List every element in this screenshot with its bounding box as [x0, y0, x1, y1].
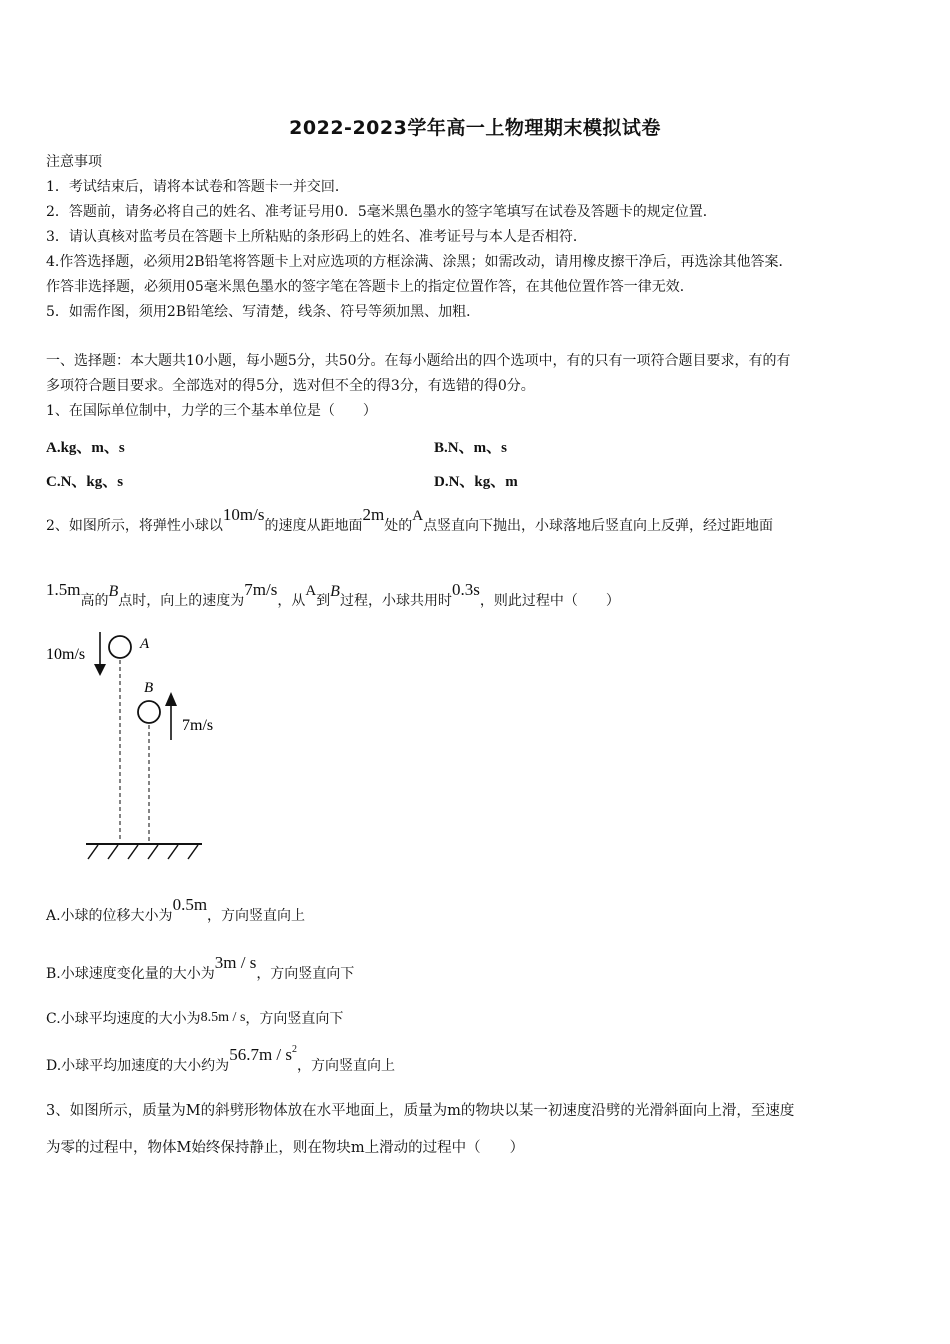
section-intro-line-2: 多项符合题目要求。全部选对的得5分，选对但不全的得3分，有选错的得0分。 — [46, 378, 535, 394]
figure-arrow-down-head — [94, 664, 106, 676]
q2-height-a: 2m — [362, 505, 385, 524]
q2-point-b: B — [108, 583, 119, 600]
q1-option-a: A.kg、m、s — [46, 440, 125, 456]
figure-label-b: B — [144, 680, 154, 696]
page-title: 2022-2023学年高一上物理期末模拟试卷 — [289, 117, 661, 139]
figure-arrow-up-head — [165, 692, 177, 706]
notice-item-2: 2．答题前，请务必将自己的姓名、准考证号用0．5毫米黑色墨水的签字笔填写在试卷及答题卡的规定位置． — [46, 204, 717, 220]
q2-stem-line-2: 1.5m高的B点时，向上的速度为7m/s，从A到B过程，小球共用时0.3s，则此过程中（ ） — [46, 580, 620, 609]
figure-ball-b — [138, 701, 160, 723]
q1-stem: 1、在国际单位制中，力学的三个基本单位是（ ） — [46, 403, 377, 419]
q2-speed-b: 7m/s — [244, 580, 278, 599]
section-intro-line-1: 一、选择题：本大题共10小题，每小题5分，共50分。在每小题给出的四个选项中，有的只有一项符合题目要求，有的有 — [46, 353, 791, 369]
q2-option-b: B.小球速度变化量的大小为3m / s，方向竖直向下 — [46, 953, 355, 982]
figure-ball-a — [109, 636, 131, 658]
q2-point-b-2: B — [330, 583, 340, 600]
q2-option-d: D.小球平均加速度的大小约为$56.7m / s^2$，方向竖直向上 — [46, 1044, 395, 1074]
figure-label-speed-b: 7m/s — [182, 717, 214, 734]
notice-heading: 注意事项 — [46, 154, 102, 170]
q3-stem-line-1: 3、如图所示，质量为M的斜劈形物体放在水平地面上，质量为m的物块以某一初速度沿劈的光滑斜面向上滑，至速度 — [46, 1103, 795, 1119]
figure-label-initial-speed: 10m/s — [46, 646, 86, 663]
q2-stem-line-1: 2、如图所示，将弹性小球以10m/s的速度从距地面2m处的A点竖直向下抛出，小球落地后竖直向上反弹，经过距地面 — [46, 505, 774, 534]
q1-option-c: C.N、kg、s — [46, 474, 124, 490]
figure-label-a: A — [140, 636, 150, 652]
q1-option-d: D.N、kg、m — [434, 474, 518, 490]
q2-option-a: A.小球的位移大小为0.5m，方向竖直向上 — [46, 895, 306, 924]
notice-item-3: 3．请认真核对监考员在答题卡上所粘贴的条形码上的姓名、准考证号与本人是否相符． — [46, 229, 587, 245]
q2-option-c: C.小球平均速度的大小为8.5m / s，方向竖直向下 — [46, 1010, 344, 1027]
q2-figure — [40, 628, 220, 868]
notice-item-6: 5．如需作图，须用2B铅笔绘、写清楚，线条、符号等须加黑、加粗． — [46, 304, 481, 320]
q3-stem-line-2: 为零的过程中，物体M始终保持静止，则在物块m上滑动的过程中（ ） — [46, 1140, 525, 1156]
figure-ground-hatch — [88, 845, 198, 859]
q1-option-b: B.N、m、s — [434, 440, 507, 456]
notice-item-5: 作答非选择题，必须用05毫米黑色墨水的签字笔在答题卡上的指定位置作答，在其他位置作答一律无效． — [46, 279, 694, 295]
notice-item-4: 4.作答选择题，必须用2B铅笔将答题卡上对应选项的方框涂满、涂黑；如需改动，请用橡皮擦干净后，再选涂其他答案． — [46, 254, 793, 270]
q2-point-a: A — [412, 508, 424, 524]
q2-time: 0.3s — [451, 580, 480, 599]
q2-speed-initial: 10m/s — [222, 505, 265, 524]
q2-point-a-2: A — [305, 583, 317, 599]
notice-item-1: 1．考试结束后，请将本试卷和答题卡一并交回． — [46, 179, 349, 195]
q2-height-b: 1.5m — [46, 580, 81, 599]
